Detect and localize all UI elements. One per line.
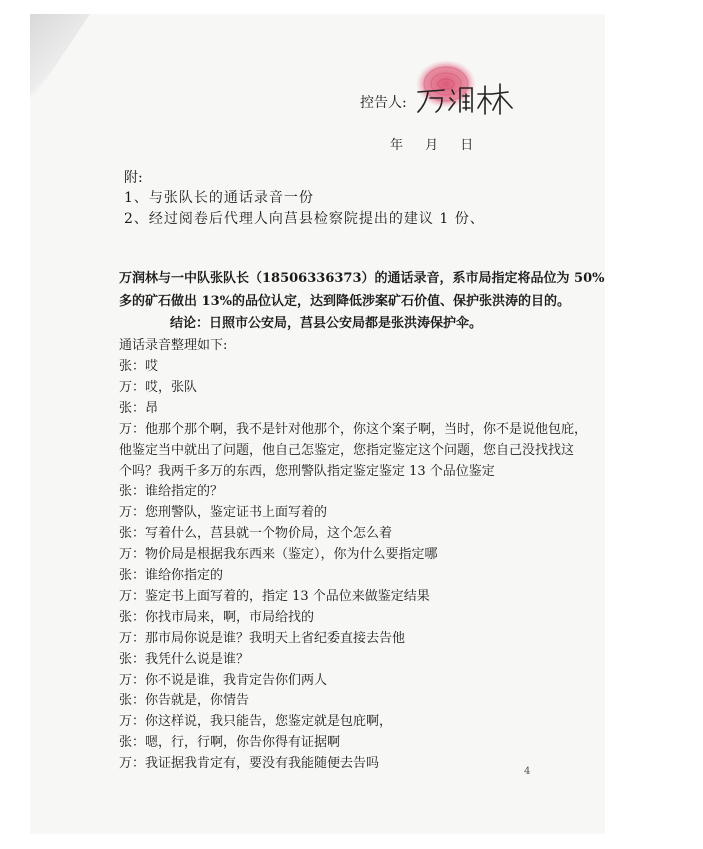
attachments-title: 附:: [124, 170, 143, 186]
transcript-line: 万：您刑警队，鉴定证书上面写着的: [119, 505, 328, 521]
transcript-line: 张：谁给指定的？: [119, 484, 224, 500]
transcript-line: 张：你找市局来，啊，市局给找的: [119, 609, 315, 625]
transcript-line: 个吗？我两千多万的东西，您刑警队指定鉴定鉴定 13 个品位鉴定: [119, 463, 495, 479]
transcript-line: 万：鉴定书上面写着的，指定 13 个品位来做鉴定结果: [119, 588, 430, 604]
transcript-line: 万：你这样说，我只能告，您鉴定就是包庇啊，: [119, 714, 393, 730]
transcript-line: 张：嗯，行，行啊，你告你得有证据啊: [119, 735, 341, 751]
transcript-title: 通话录音整理如下:: [119, 338, 228, 353]
complainant-label: 控告人:: [360, 95, 407, 111]
transcript-line: 张：昂: [119, 400, 159, 416]
transcript-line: 他鉴定当中就出了问题，他自己怎鉴定，您指定鉴定这个问题，您自己没找找这: [119, 442, 575, 458]
summary-line: 万润林与一中队张队长（18506336373）的通话录音，系市局指定将品位为 50%: [119, 271, 605, 286]
attachment-item: 2、经过阅卷后代理人向莒县检察院提出的建议 1 份、: [124, 211, 485, 227]
transcript-line: 张：谁给你指定的: [119, 568, 224, 583]
transcript-line: 张：写着什么，莒县就一个物价局，这个怎么着: [119, 526, 393, 542]
summary-line: 多的矿石做出 13%的品位认定，达到降低涉案矿石价值、保护张洪涛的目的。: [119, 294, 570, 309]
conclusion: 结论：日照市公安局，莒县公安局都是张洪涛保护伞。: [170, 316, 483, 331]
transcript-line: 万：哎，张队: [119, 379, 198, 395]
date-line: 年 月 日: [390, 138, 474, 153]
transcript-line: 万：我证据我肯定有，要没有我能随便去告吗: [119, 756, 380, 772]
transcript-line: 张：我凭什么说是谁？: [119, 651, 250, 667]
transcript-line: 张：你告就是，你情告: [119, 693, 250, 709]
transcript-line: 万：你不说是谁，我肯定告你们两人: [119, 672, 328, 688]
attachment-item: 1、与张队长的通话录音一份: [124, 190, 314, 206]
transcript-line: 万：他那个那个啊，我不是针对他那个，你这个案子啊，当时，你不是说他包庇，: [119, 421, 588, 437]
transcript-line: 万：物价局是根据我东西来（鉴定），你为什么要指定哪: [119, 547, 438, 563]
page-number: 4: [524, 766, 531, 777]
transcript-line: 万：那市局你说是谁？我明天上省纪委直接去告他: [119, 630, 406, 646]
transcript-line: 张：哎: [119, 359, 159, 374]
signature-icon: [408, 58, 518, 118]
